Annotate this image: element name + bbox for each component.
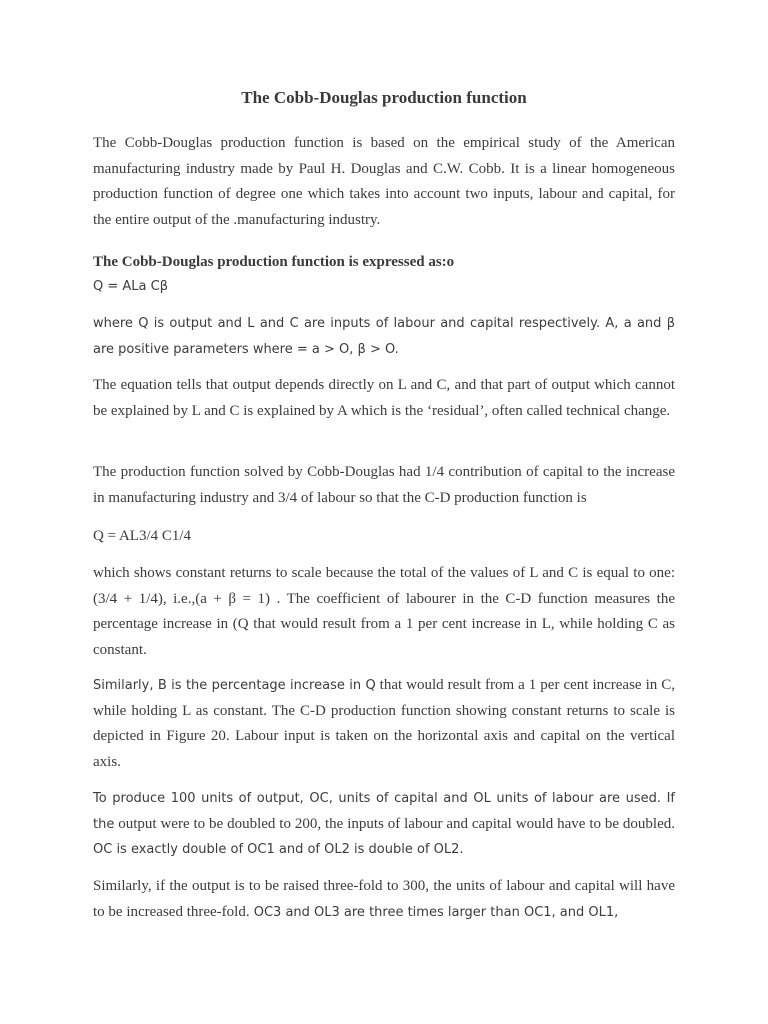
equation-explanation-paragraph: The equation tells that output depends directly on L and C, and that part of output which cannot be explained by L and C is explained by A which is the ‘residual’, often called technical change.	[93, 377, 675, 419]
cobb-douglas-solution-paragraph: The production function solved by Cobb-Douglas had 1/4 contribution of capital to the increase in manufacturing industry and 3/4 of labour so that the C-D production function is	[93, 464, 675, 506]
similarly-b-paragraph	[93, 673, 675, 775]
produce-paragraph	[93, 786, 675, 863]
page-title: The Cobb-Douglas production function	[241, 88, 527, 107]
threefold-paragraph	[93, 874, 675, 925]
constant-returns-text-a: which shows constant returns to scale because the total of the values of L and C is equal to one: (3/4 + 1/4), i.e.,(a + β = 1) . The coefficient of labourer in the C-D function measures the	[93, 565, 675, 607]
produce-text-c: OC is exactly double of OC1 and of OL2 is double of OL2.	[93, 842, 464, 857]
similarly-b-text-a: Similarly, B is the percentage increase in Q	[93, 678, 376, 693]
where-paragraph: where Q is output and L and C are inputs of labour and capital respectively. A, a and β are positive parameters where = a > O, β > O.	[93, 316, 675, 357]
similarly-b-text-b: that would result from a 1 per cent increase in C, while holding L as constant. The C-D production function showing constant returns to scale is depicted in Figure 20. Labour input is taken on the horizontal axis and capital on the vertical axis.	[93, 677, 675, 770]
constant-returns-paragraph	[93, 561, 675, 663]
produce-text-a: To produce 100 units of output, OC, units of capital and OL units of labour are used. If the	[93, 791, 675, 832]
constant-returns-text-b: percentage increase in (Q that would result from a 1 per cent increase in L, while holding C as constant.	[93, 616, 675, 658]
threefold-text-a: Similarly, if the output is to be raised three-fold to 300, the units of labour and capital will have to be increased three-fold.	[93, 878, 675, 920]
produce-text-b: output were to be doubled to 200, the inputs of labour and capital would have to be doubled.	[118, 815, 675, 832]
threefold-text-b: OC3 and OL3 are three times larger than OC1, and OL1,	[249, 904, 619, 920]
equation-cd: Q = AL3/4 C1/4	[93, 528, 192, 544]
section-heading: The Cobb-Douglas production function is expressed as:o	[93, 254, 455, 270]
intro-paragraph: The Cobb-Douglas production function is based on the empirical study of the American manufacturing industry made by Paul H. Douglas and C.W. Cobb. It is a linear homogeneous production function of degree one which takes into account two inputs, labour and capital, for the entire output of the .manufacturing industry.	[93, 135, 675, 228]
equation-general: Q = ALa Cβ	[93, 279, 168, 294]
